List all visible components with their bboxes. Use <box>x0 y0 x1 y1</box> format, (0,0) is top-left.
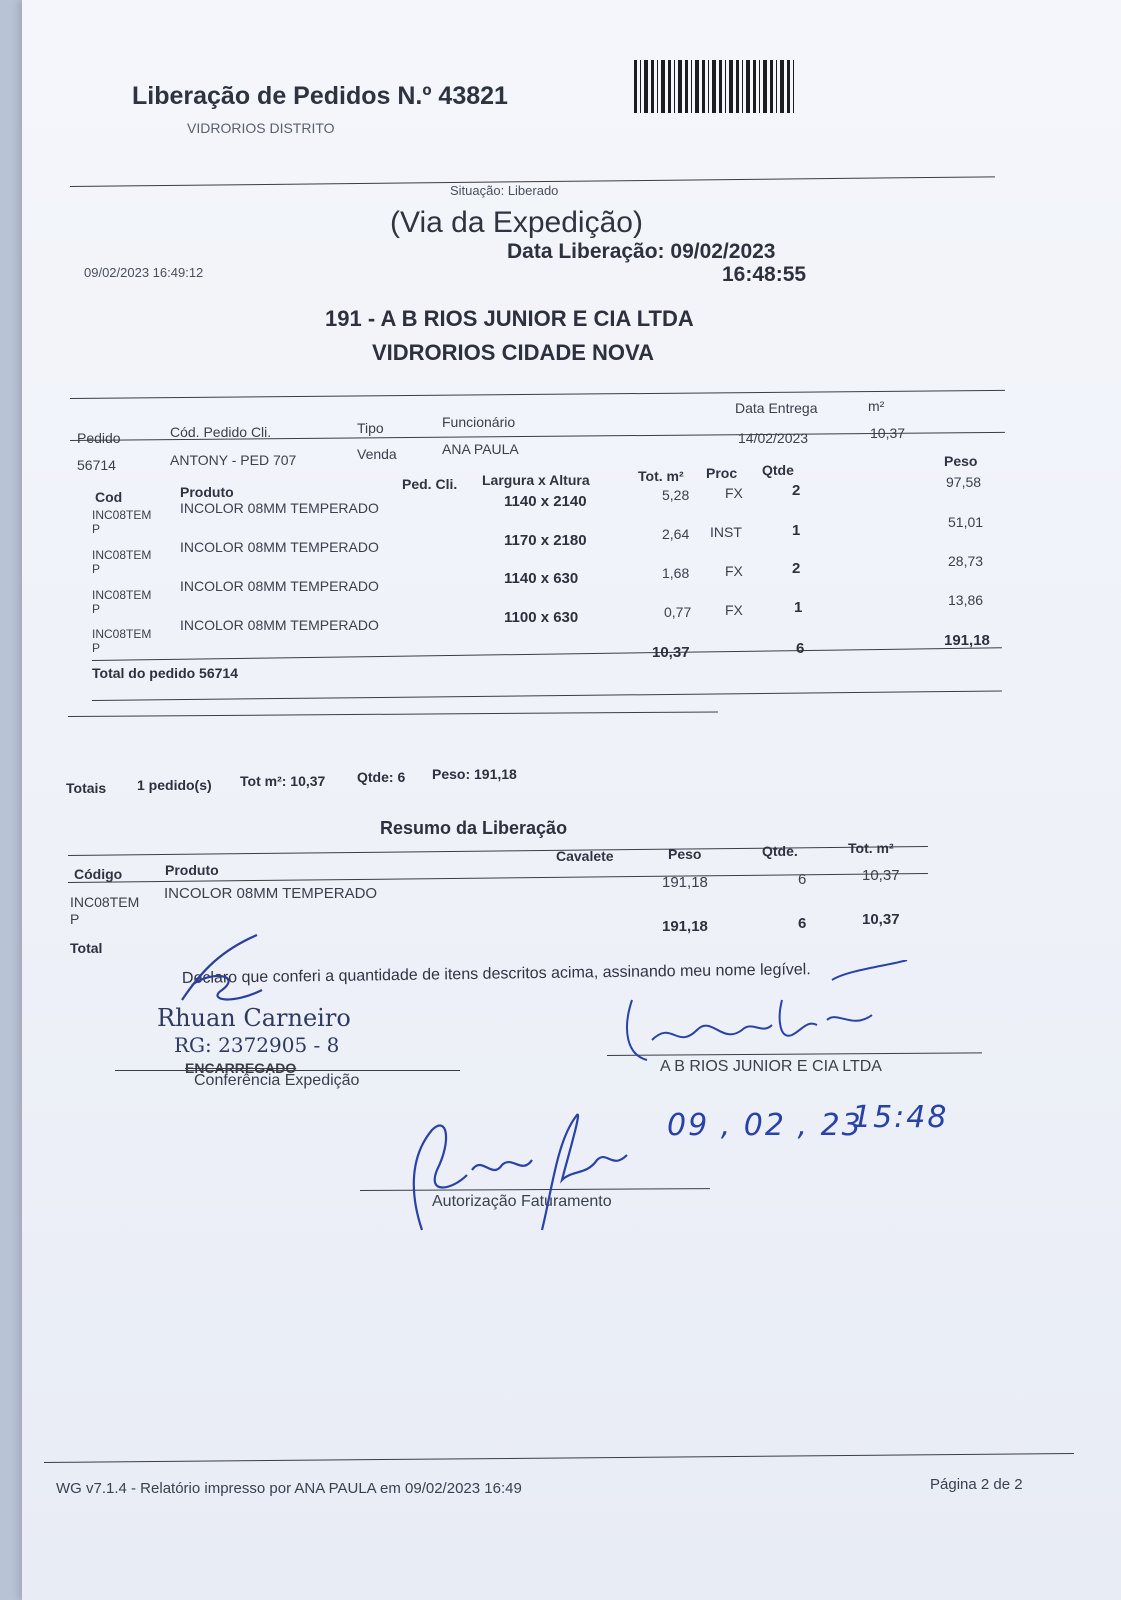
resumo-col-peso: Peso <box>668 846 702 862</box>
conferencia-label: Conferência Expedição <box>194 1072 360 1089</box>
stamp-name: Rhuan Carneiro <box>157 1004 351 1032</box>
signature-client <box>602 960 932 1070</box>
resumo-total-qtde: 6 <box>798 915 807 932</box>
situacao-text: Situação: Liberado <box>450 183 559 198</box>
item-produto: INCOLOR 08MM TEMPERADO <box>180 578 379 594</box>
item-qtde: 2 <box>792 560 801 577</box>
document-title: Liberação de Pedidos N.º 43821 <box>132 82 508 110</box>
resumo-total-m2: 10,37 <box>862 911 900 928</box>
resumo-total-peso: 191,18 <box>662 918 708 935</box>
item-proc: FX <box>725 485 743 501</box>
col-proc: Proc <box>706 465 738 481</box>
resumo-codigo: INC08TEM <box>70 894 140 910</box>
footer-divider <box>44 1453 1074 1463</box>
signature-rhuan <box>162 930 302 1010</box>
handwritten-time: 15:48 <box>852 1100 949 1135</box>
col-tot-m2: Tot. m² <box>638 468 684 484</box>
resumo-col-tot-m2: Tot. m² <box>848 840 894 856</box>
item-cod-suffix: P <box>92 522 101 536</box>
item-tot-m2: 5,28 <box>662 487 690 503</box>
item-proc: FX <box>725 563 743 579</box>
item-cod-suffix: P <box>92 641 101 655</box>
label-cod-pedido: Cód. Pedido Cli. <box>170 424 272 440</box>
col-dimensoes: Largura x Altura <box>482 472 590 488</box>
page-number: Página 2 de 2 <box>930 1476 1023 1493</box>
item-qtde: 1 <box>792 522 801 539</box>
total-pedido-m2: 10,37 <box>652 644 690 661</box>
item-produto: INCOLOR 08MM TEMPERADO <box>180 539 379 555</box>
label-funcionario: Funcionário <box>442 414 516 430</box>
label-pedido: Pedido <box>77 430 121 446</box>
signature-line <box>115 1070 460 1071</box>
resumo-col-qtde: Qtde. <box>762 843 798 859</box>
item-dimensoes: 1140 x 2140 <box>504 493 587 510</box>
col-ped-cli: Ped. Cli. <box>402 476 458 492</box>
totais-label: Totais <box>66 780 107 796</box>
divider <box>92 690 1002 701</box>
barcode <box>634 60 794 113</box>
item-tot-m2: 0,77 <box>664 604 692 620</box>
item-cod: INC08TEM <box>92 508 152 522</box>
item-peso: 97,58 <box>946 474 982 490</box>
resumo-peso: 191,18 <box>662 874 708 891</box>
col-produto: Produto <box>180 484 234 500</box>
item-cod: INC08TEM <box>92 548 152 562</box>
client-store: VIDRORIOS CIDADE NOVA <box>372 340 654 365</box>
item-tot-m2: 1,68 <box>662 565 690 581</box>
divider <box>68 846 928 856</box>
resumo-qtde: 6 <box>798 871 807 888</box>
totais-qtde: Qtde: 6 <box>357 769 406 785</box>
declaration-text: Declaro que conferi a quantidade de itens descritos acima, assinando meu nome legível. <box>181 961 811 987</box>
col-peso: Peso <box>944 453 978 469</box>
col-cod: Cod <box>95 489 123 505</box>
print-timestamp: 09/02/2023 16:49:12 <box>84 265 204 280</box>
data-liberacao: Data Liberação: 09/02/2023 <box>507 240 776 263</box>
client-signature-label: A B RIOS JUNIOR E CIA LTDA <box>660 1058 882 1075</box>
resumo-col-cavalete: Cavalete <box>556 848 614 864</box>
item-qtde: 2 <box>792 482 801 499</box>
col-qtde: Qtde <box>762 462 794 478</box>
totais-pedidos: 1 pedido(s) <box>137 777 212 793</box>
signature-ana-paula <box>392 1100 632 1240</box>
tipo-value: Venda <box>357 446 397 462</box>
item-qtde: 1 <box>794 599 803 616</box>
item-cod: INC08TEM <box>92 627 152 641</box>
client-name: 191 - A B RIOS JUNIOR E CIA LTDA <box>325 306 694 331</box>
total-pedido-peso: 191,18 <box>944 632 990 649</box>
item-cod: INC08TEM <box>92 588 152 602</box>
item-peso: 28,73 <box>948 553 984 569</box>
pedido-value: 56714 <box>77 457 116 473</box>
item-produto: INCOLOR 08MM TEMPERADO <box>180 500 379 516</box>
footer-text: WG v7.1.4 - Relatório impresso por ANA PAULA em 09/02/2023 16:49 <box>56 1480 522 1497</box>
item-proc: FX <box>725 602 743 618</box>
divider <box>92 647 1002 661</box>
resumo-col-produto: Produto <box>165 862 219 878</box>
item-cod-suffix: P <box>92 602 101 616</box>
resumo-title: Resumo da Liberação <box>380 818 568 838</box>
resumo-tot-m2: 10,37 <box>862 867 900 884</box>
resumo-codigo-suffix: P <box>70 911 80 927</box>
totais-m2: Tot m²: 10,37 <box>240 773 326 789</box>
resumo-produto: INCOLOR 08MM TEMPERADO <box>164 885 378 902</box>
stamp-role: ENCARREGADO <box>185 1060 297 1076</box>
item-peso: 13,86 <box>948 592 984 608</box>
label-m2: m² <box>868 398 885 414</box>
item-tot-m2: 2,64 <box>662 526 690 542</box>
item-produto: INCOLOR 08MM TEMPERADO <box>180 617 379 633</box>
data-liberacao-time: 16:48:55 <box>722 263 807 286</box>
via-title: (Via da Expedição) <box>390 206 643 239</box>
item-cod-suffix: P <box>92 562 101 576</box>
total-pedido-label: Total do pedido 56714 <box>92 665 238 681</box>
m2-value: 10,37 <box>870 425 906 441</box>
item-dimensoes: 1170 x 2180 <box>504 532 587 549</box>
divider <box>68 711 718 717</box>
item-dimensoes: 1140 x 630 <box>504 570 579 587</box>
item-dimensoes: 1100 x 630 <box>504 609 579 626</box>
data-entrega-value: 14/02/2023 <box>738 430 809 446</box>
item-peso: 51,01 <box>948 514 984 530</box>
total-pedido-qtde: 6 <box>796 640 805 657</box>
handwritten-date: 09 , 02 , 23 <box>667 1108 863 1143</box>
company-subtitle: VIDRORIOS DISTRITO <box>187 120 335 136</box>
document-page <box>22 0 1121 1600</box>
label-tipo: Tipo <box>357 420 384 436</box>
label-data-entrega: Data Entrega <box>735 400 818 416</box>
funcionario-value: ANA PAULA <box>442 441 519 457</box>
cod-pedido-value: ANTONY - PED 707 <box>170 452 297 468</box>
stamp-rg: RG: 2372905 - 8 <box>174 1033 340 1057</box>
totais-peso: Peso: 191,18 <box>432 766 517 782</box>
divider <box>70 390 1005 399</box>
resumo-col-codigo: Código <box>74 866 123 882</box>
autorizacao-label: Autorização Faturamento <box>432 1193 612 1210</box>
item-proc: INST <box>710 524 742 540</box>
resumo-total-label: Total <box>70 940 103 956</box>
